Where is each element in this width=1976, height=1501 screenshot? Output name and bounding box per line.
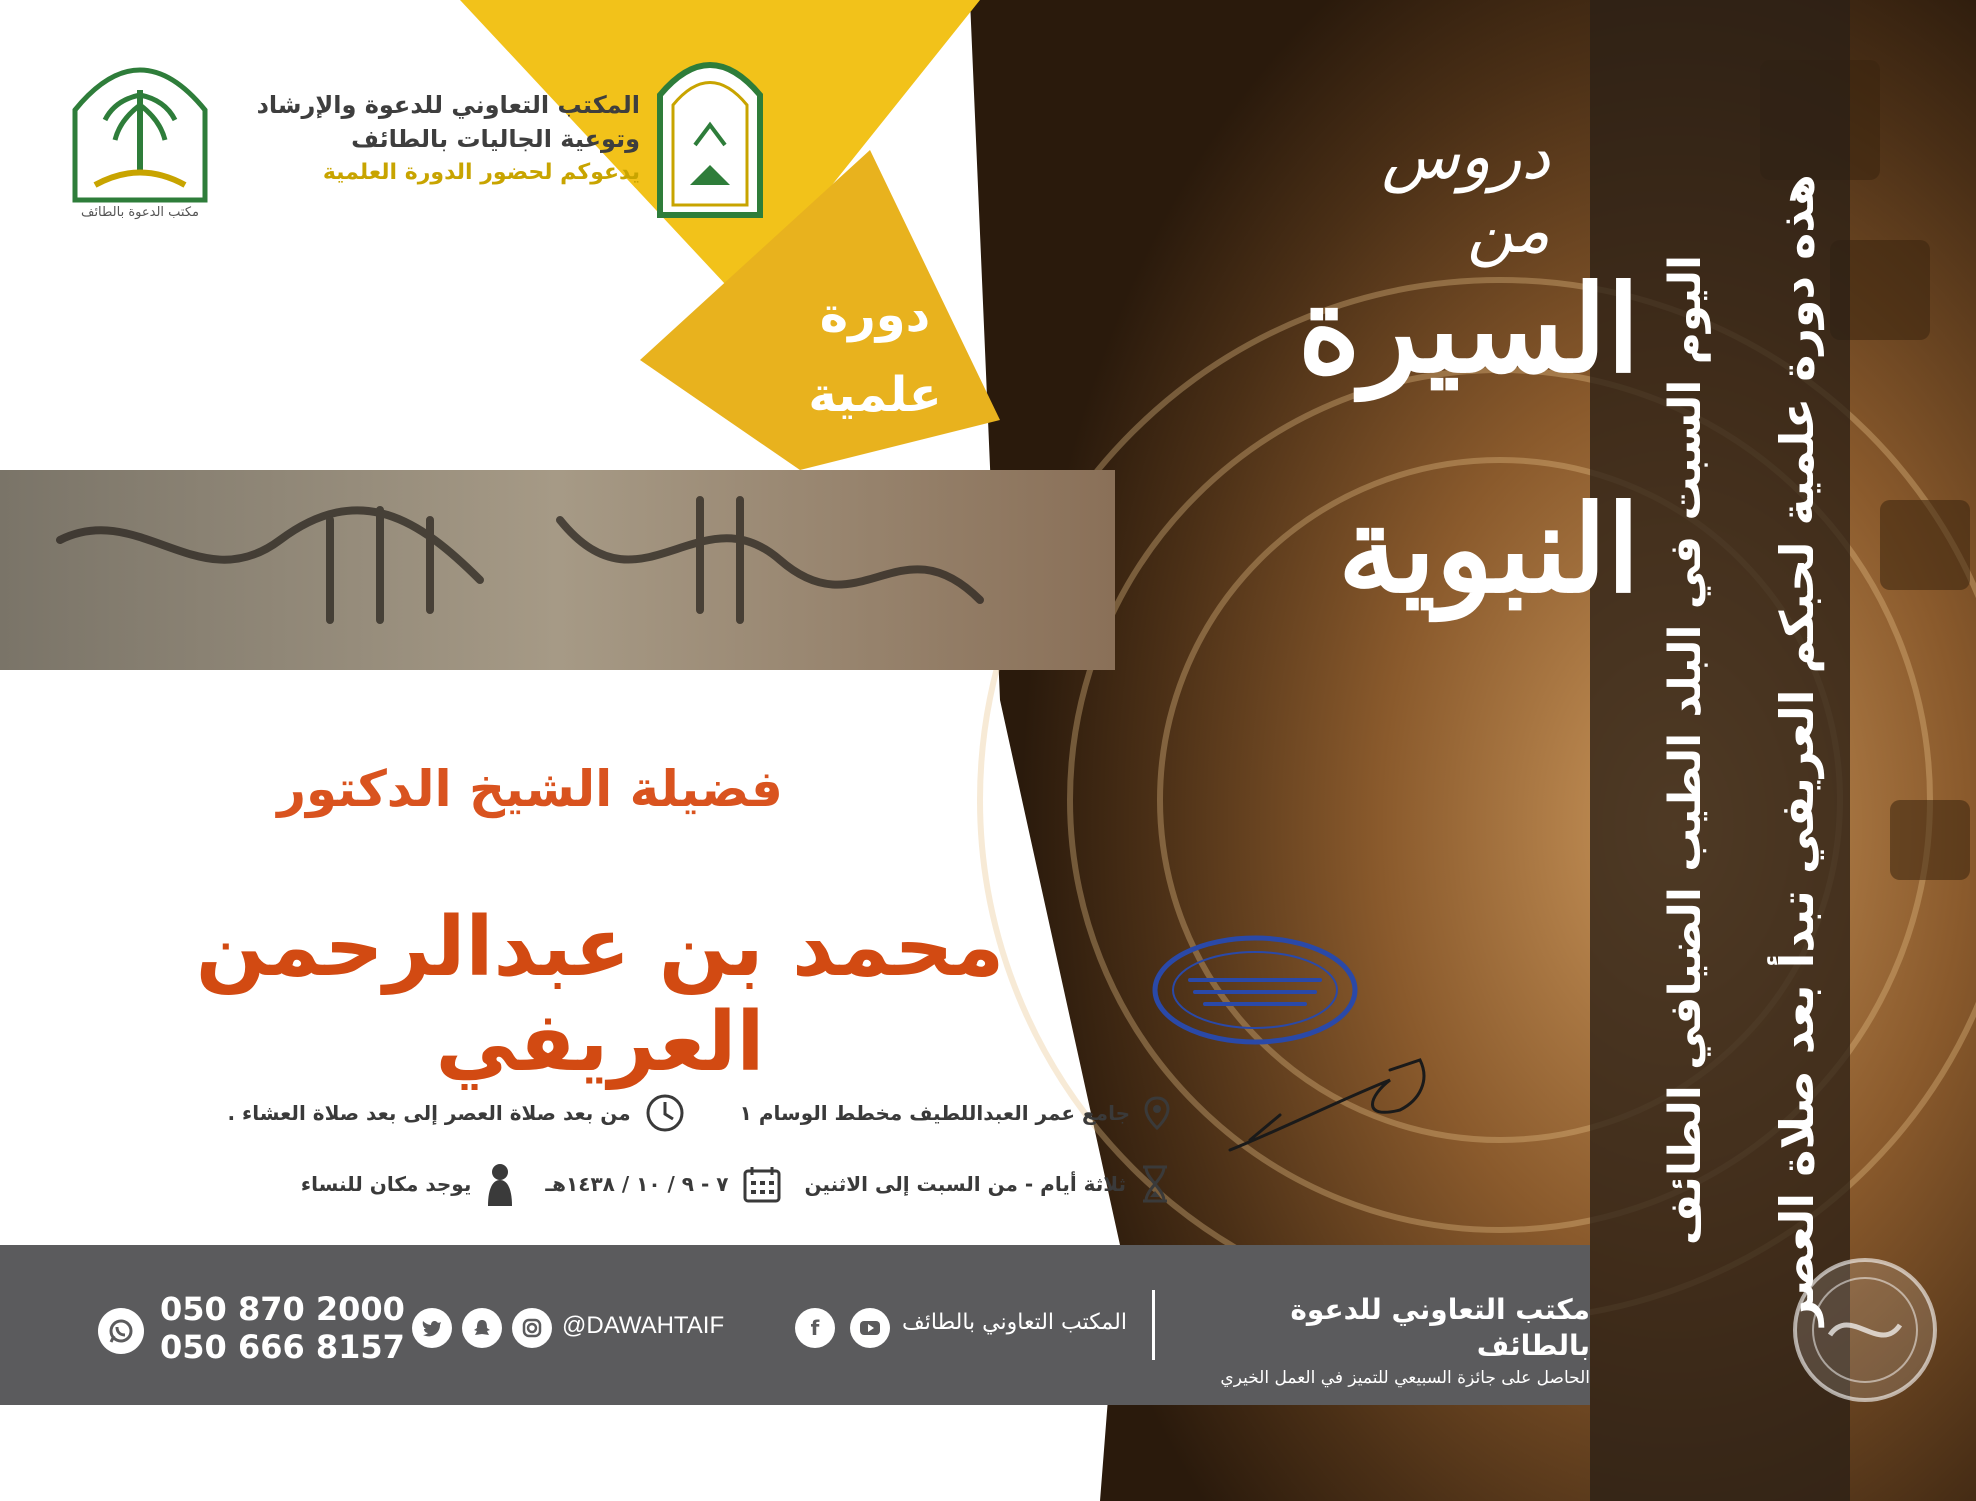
facebook-icon[interactable]: f: [795, 1308, 835, 1348]
invitation-line: يدعوكم لحضور الدورة العلمية: [322, 160, 640, 185]
vertical-text-1: هذه دورة علمية لحبكم العريفي تبدأ بعد صلاة العصر: [1770, 174, 1824, 1326]
badge-line-1: دورة: [819, 287, 931, 343]
page-title: السيرة النبوية: [1297, 259, 1640, 620]
youtube-icon[interactable]: [850, 1308, 890, 1348]
footer-org: [1210, 1292, 1590, 1392]
hourglass-icon: [1140, 1164, 1170, 1204]
social-handle: @DAWAHTAIF: [562, 1312, 725, 1339]
organizer-line-1: المكتب التعاوني للدعوة والإرشاد: [256, 91, 640, 119]
dawah-office-logo: [60, 40, 220, 235]
phone-1: 050 870 2000: [160, 1290, 405, 1328]
twitter-icon[interactable]: [412, 1308, 452, 1348]
organizer-block: [240, 88, 640, 190]
title-prefix: دروس من: [1381, 120, 1550, 268]
instagram-icon[interactable]: [512, 1308, 552, 1348]
award-seal: [1790, 1255, 1940, 1405]
date-text: ٧ - ٩ / ١٠ / ١٤٣٨هـ: [545, 1172, 729, 1196]
phone-2: 050 666 8157: [160, 1328, 405, 1366]
woman-icon: [485, 1162, 515, 1206]
footer-award: الحاصل على جائزة السبيعي للتميز في العمل الخيري: [1220, 1368, 1590, 1388]
clock-icon: [645, 1093, 685, 1133]
info-row-location-time: [90, 1093, 1170, 1133]
course-badge: [790, 275, 960, 465]
location-text: جامع عمر العبداللطيف مخطط الوسام ١: [739, 1101, 1130, 1125]
ministry-logo: [655, 35, 765, 220]
footer-org-name: مكتب التعاوني للدعوة بالطائف: [1290, 1293, 1590, 1362]
presenter-honorific: فضيلة الشيخ الدكتور: [277, 760, 783, 818]
footer-page-name: المكتب التعاوني بالطائف: [902, 1310, 1127, 1335]
logo-caption: مكتب الدعوة بالطائف: [80, 205, 199, 220]
whatsapp-icon[interactable]: [98, 1308, 144, 1354]
footer-divider: [1152, 1290, 1155, 1360]
organizer-line-2: وتوعية الجاليات بالطائف: [351, 125, 640, 153]
calendar-icon: [742, 1164, 782, 1204]
snapchat-icon[interactable]: [462, 1308, 502, 1348]
duration-text: ثلاثة أيام - من السبت إلى الاثنين: [804, 1172, 1126, 1196]
map-pin-icon: [1144, 1096, 1170, 1130]
official-seal: [1150, 930, 1360, 1050]
time-text: من بعد صلاة العصر إلى بعد صلاة العشاء .: [227, 1101, 631, 1125]
badge-line-2: علمية: [808, 367, 942, 423]
women-note: يوجد مكان للنساء: [300, 1172, 472, 1196]
info-row-dates: [90, 1162, 1170, 1206]
signature: [1220, 1040, 1450, 1160]
vertical-text-2: اليوم السبت في البلد الطيب الضيافي الطائف: [1660, 254, 1711, 1246]
presenter-name: محمد بن عبدالرحمن العريفي: [195, 900, 1005, 1090]
phone-numbers: [160, 1290, 405, 1366]
